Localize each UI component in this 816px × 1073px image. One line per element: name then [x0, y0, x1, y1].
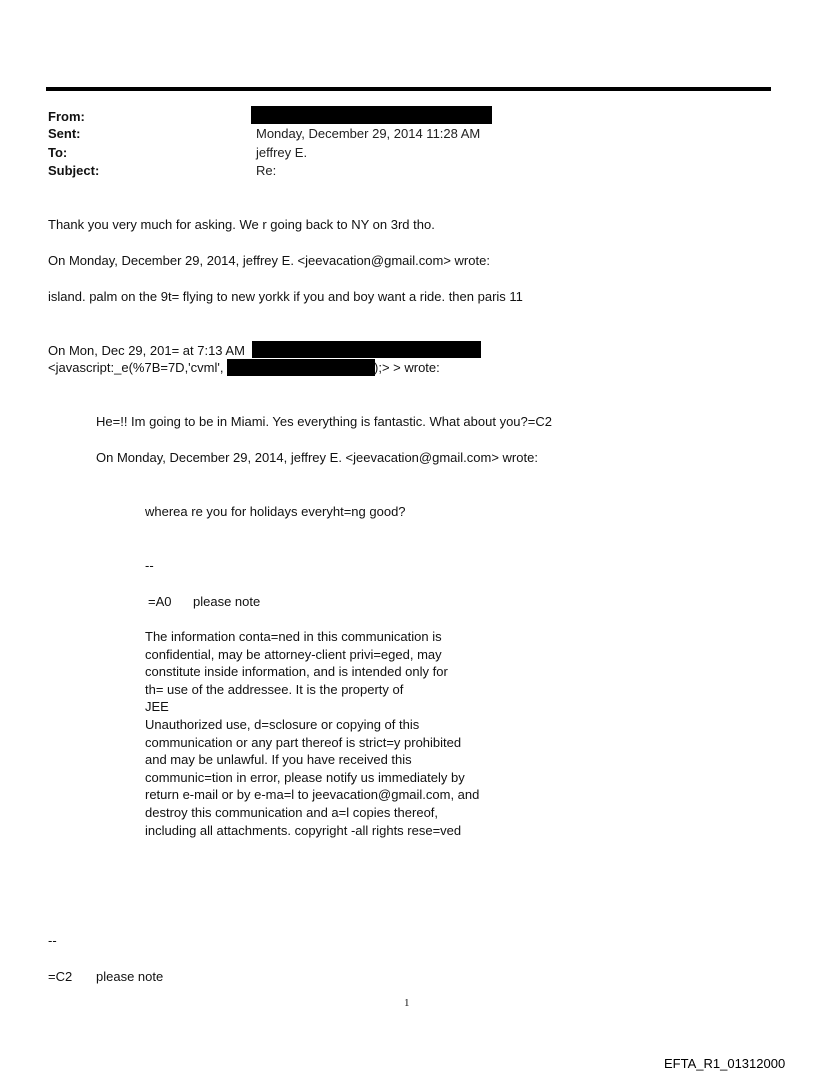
- redaction-email: [227, 359, 375, 376]
- disclaimer-line: and may be unlawful. If you have received this: [145, 752, 412, 768]
- redaction-sender: [252, 341, 481, 358]
- inner-note-text: please note: [193, 594, 261, 609]
- to-value: jeffrey E.: [256, 145, 308, 160]
- reply-line: Thank you very much for asking. We r going back to NY on 3rd tho.: [48, 217, 435, 232]
- subject-label: Subject:: [48, 163, 100, 178]
- quote-header-2: On Mon, Dec 29, 201= at 7:13 AM: [48, 343, 245, 358]
- page-number: 1: [404, 997, 410, 1009]
- disclaimer-line: return e-mail or by e-ma=l to jeevacation@gmail.com, and: [145, 787, 480, 803]
- disclaimer-line: Unauthorized use, d=sclosure or copying of this: [145, 716, 420, 732]
- disclaimer-line: communic=tion in error, please notify us immediately by: [145, 769, 465, 785]
- header-divider: [46, 87, 771, 91]
- inner-signature-dashes: --: [145, 558, 154, 573]
- inner-note-code: =A0: [148, 594, 172, 609]
- sent-value: Monday, December 29, 2014 11:28 AM: [256, 126, 481, 141]
- nested-message: He=!! Im going to be in Miami. Yes everything is fantastic. What about you?=C2: [96, 414, 552, 429]
- quote-header-1: On Monday, December 29, 2014, jeffrey E. <jeevacation@gmail.com> wrote:: [48, 253, 490, 268]
- disclaimer-block: [145, 628, 479, 839]
- subject-value: Re:: [256, 163, 277, 178]
- document-id: EFTA_R1_01312000: [664, 1056, 786, 1071]
- disclaimer-line: JEE: [145, 699, 169, 715]
- disclaimer-line: The information conta=ned in this communication is: [145, 629, 442, 644]
- javascript-link-prefix: <javascript:_e(%7B=7D,'cvml',: [48, 360, 224, 375]
- quoted-message-1: island. palm on the 9t= flying to new yorkk if you and boy want a ride. then paris 11: [48, 289, 523, 304]
- javascript-link-suffix: );> > wrote:: [374, 360, 440, 375]
- outer-note-text: please note: [96, 969, 164, 984]
- disclaimer-line: communication or any part thereof is strict=y prohibited: [145, 734, 462, 750]
- disclaimer-line: including all attachments. copyright -all rights rese=ved: [145, 822, 462, 838]
- to-label: To:: [48, 145, 68, 160]
- disclaimer-line: constitute inside information, and is intended only for: [145, 664, 448, 680]
- disclaimer-line: confidential, may be attorney-client privi=eged, may: [145, 646, 442, 662]
- redaction-from: [251, 106, 492, 124]
- sent-label: Sent:: [48, 126, 81, 141]
- outer-note-code: =C2: [48, 969, 73, 984]
- inner-message: wherea re you for holidays everyht=ng good?: [145, 504, 406, 519]
- disclaimer-line: destroy this communication and a=l copies thereof,: [145, 804, 439, 820]
- outer-signature-dashes: --: [48, 933, 57, 948]
- nested-quote-header: On Monday, December 29, 2014, jeffrey E. <jeevacation@gmail.com> wrote:: [96, 450, 538, 465]
- from-label: From:: [48, 109, 85, 124]
- disclaimer-line: th= use of the addressee. It is the property of: [145, 681, 404, 697]
